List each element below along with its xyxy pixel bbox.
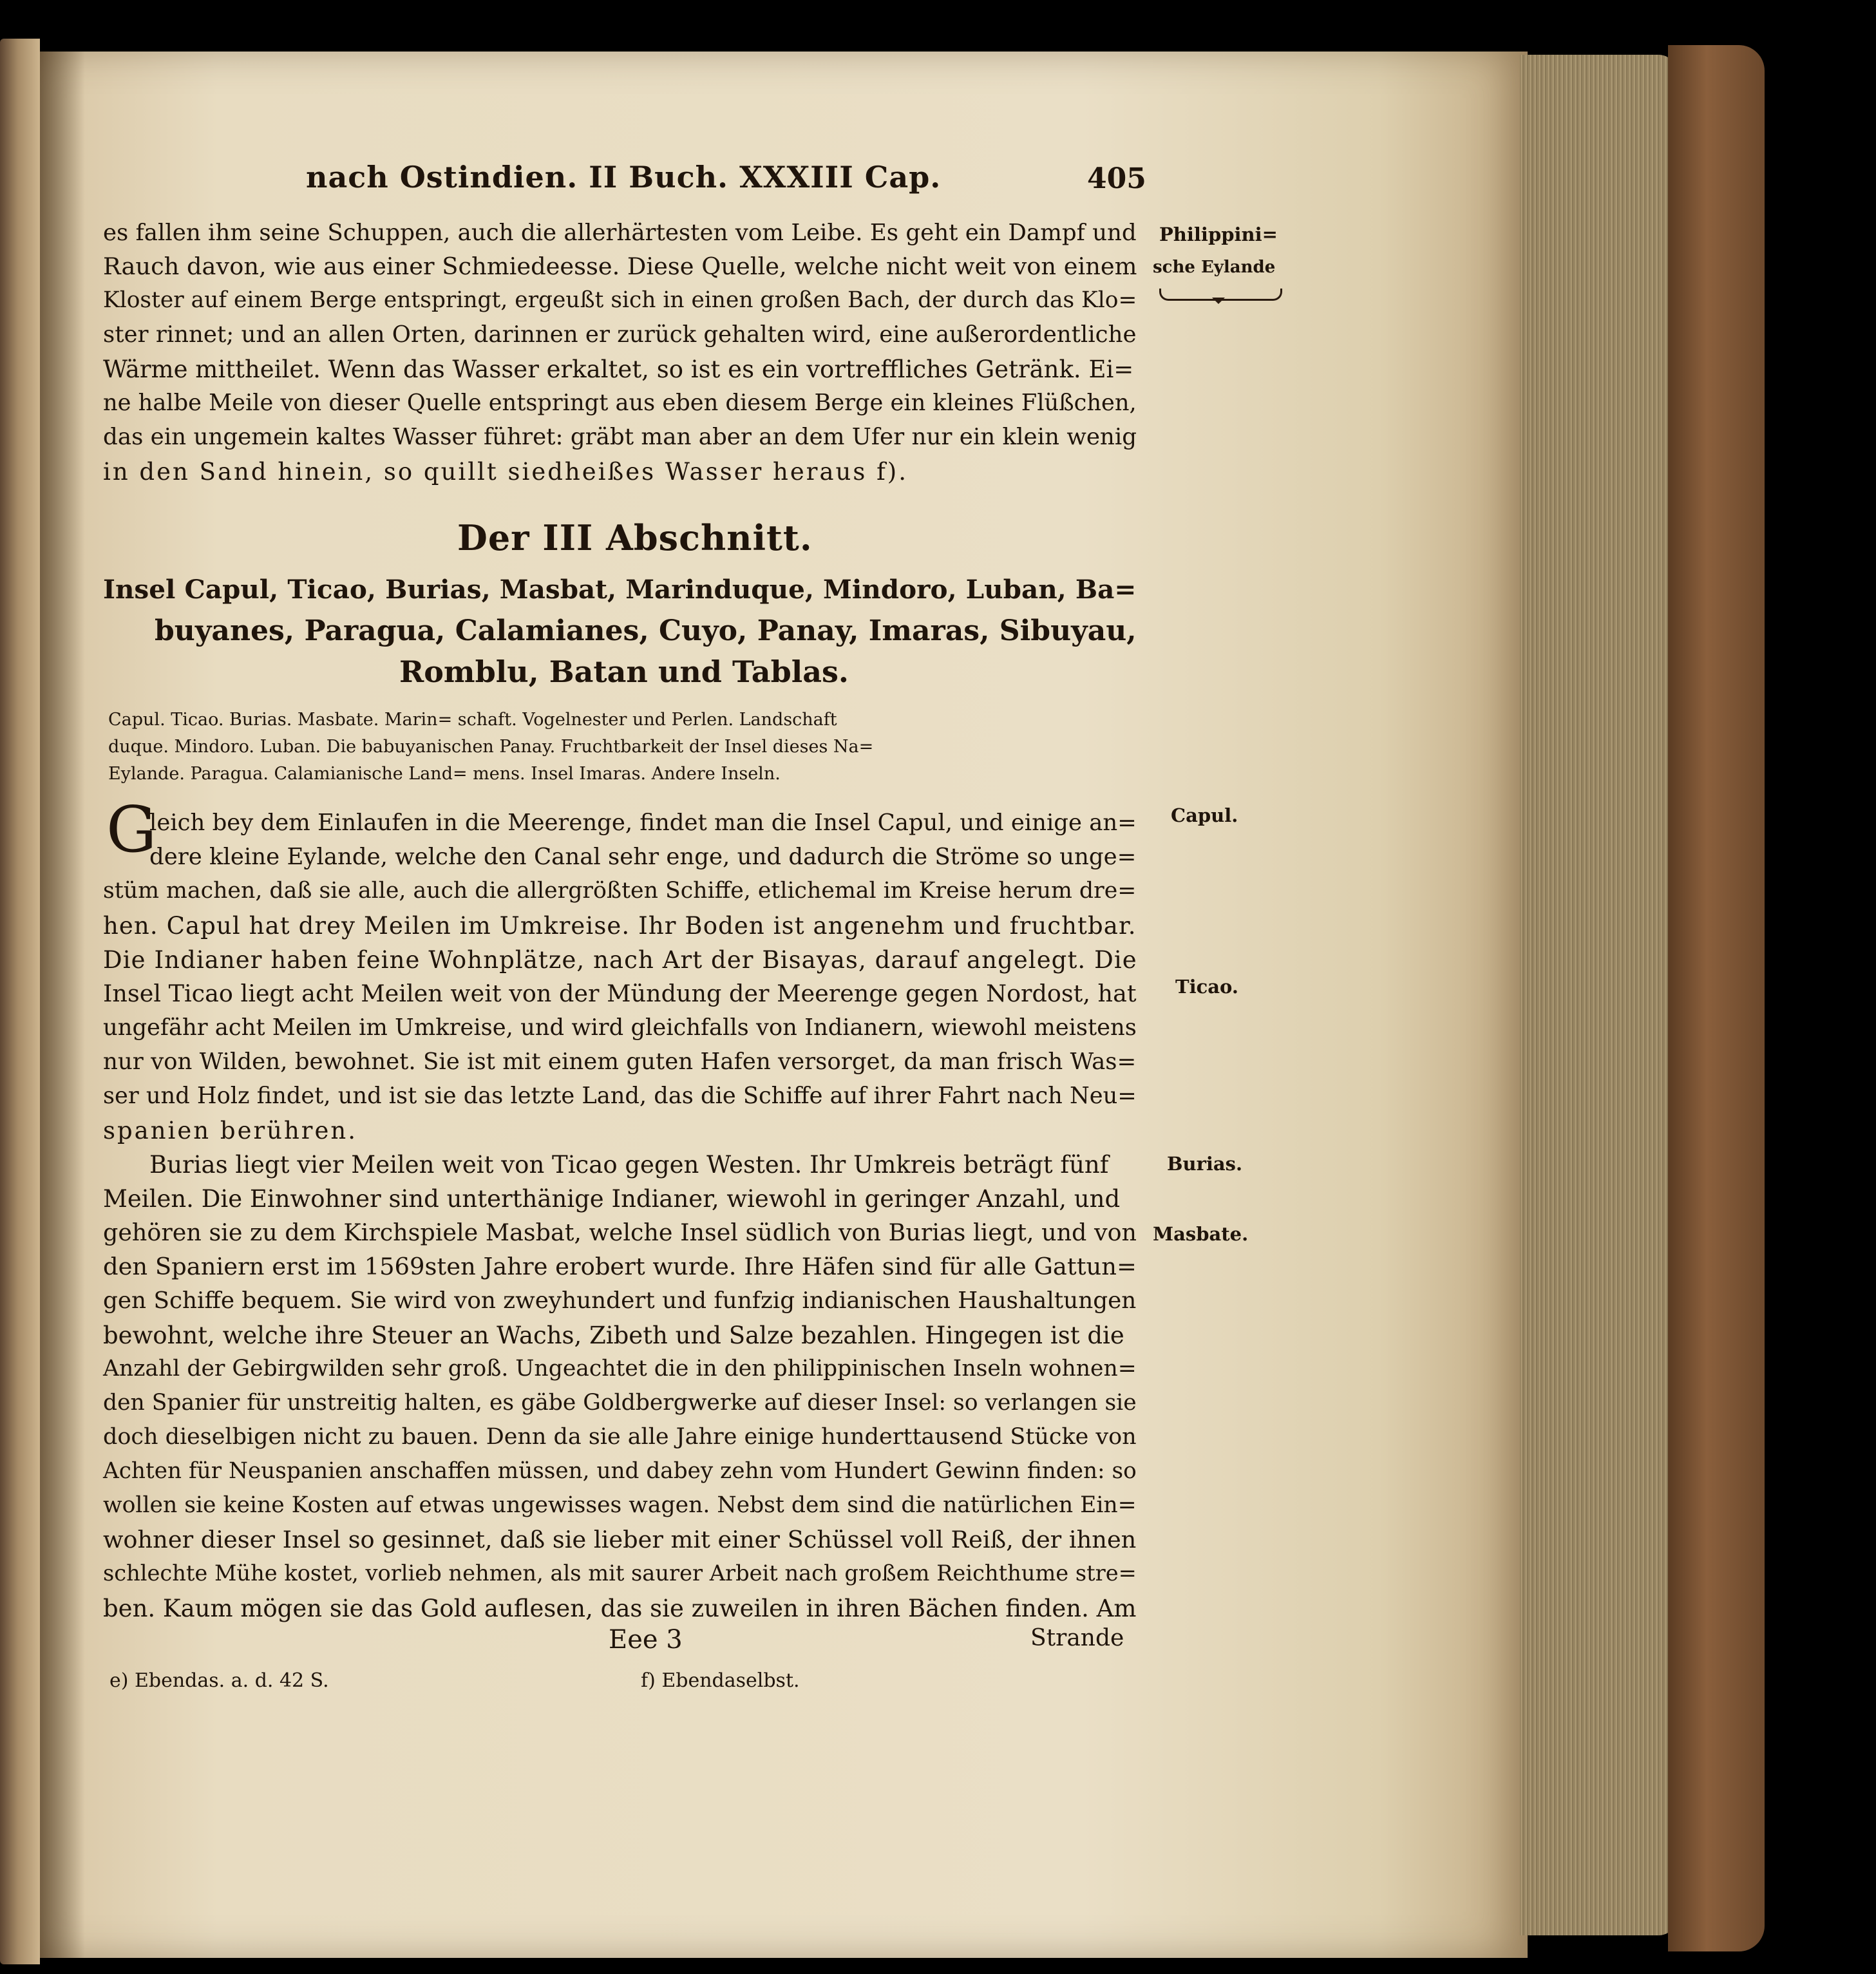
margin-brace-tip [1212, 298, 1225, 304]
left-page-edge [0, 39, 40, 1964]
summary-line: Eylande. Paragua. Calamianische Land= mens. Insel Imaras. Andere Inseln. [108, 764, 781, 784]
paragraph-line: Burias liegt vier Meilen weit von Ticao gegen Westen. Ihr Umkreis beträgt fünf [149, 1151, 1109, 1179]
section-title: Der III Abschnitt. [457, 517, 813, 558]
paragraph-line: Insel Ticao liegt acht Meilen weit von der Mündung der Meerenge gegen Nordost, hat [103, 980, 1137, 1007]
paragraph-line: gehören sie zu dem Kirchspiele Masbat, welche Insel südlich von Burias liegt, und von [103, 1219, 1137, 1246]
intro-line: Kloster auf einem Berge entspringt, ergeußt sich in einen großen Bach, der durch das Klo= [103, 287, 1137, 313]
paragraph-line: ser und Holz findet, und ist sie das letzte Land, das die Schiffe auf ihrer Fahrt nach Neu= [103, 1083, 1137, 1109]
paragraph-line: bewohnt, welche ihre Steuer an Wachs, Zibeth und Salze bezahlen. Hingegen ist die [103, 1322, 1124, 1349]
paragraph-line: Anzahl der Gebirgwilden sehr groß. Ungeachtet die in den philippinischen Inseln wohnen= [103, 1356, 1137, 1381]
margin-note-ticao: Ticao. [1175, 976, 1238, 998]
paragraph-line: stüm machen, daß sie alle, auch die allergrößten Schiffe, etlichemal im Kreise herum dre= [103, 878, 1137, 904]
intro-line: Rauch davon, wie aus einer Schmiedeesse. Diese Quelle, welche nicht weit von einem [103, 252, 1137, 280]
margin-note-burias: Burias. [1167, 1153, 1243, 1175]
section-subtitle-line: Romblu, Batan und Tablas. [399, 654, 849, 689]
initial-capital: G [106, 793, 157, 867]
paragraph-line: leich bey dem Einlaufen in die Meerenge, findet man die Insel Capul, und einige an= [149, 810, 1137, 836]
intro-line: das ein ungemein kaltes Wasser führet: gräbt man aber an dem Ufer nur ein klein wenig [103, 424, 1137, 450]
footnote-e: e) Ebendas. a. d. 42 S. [109, 1669, 329, 1692]
page-fore-edge [1520, 55, 1678, 1935]
paragraph-line: Achten für Neuspanien anschaffen müssen, und dabey zehn vom Hundert Gewinn finden: so [103, 1458, 1137, 1484]
paragraph-line: ben. Kaum mögen sie das Gold auflesen, das sie zuweilen in ihren Bächen finden. Am [103, 1595, 1137, 1622]
paragraph-line: den Spaniern erst im 1569sten Jahre erobert wurde. Ihre Häfen sind für alle Gattun= [103, 1253, 1137, 1280]
paragraph-line: ungefähr acht Meilen im Umkreise, und wird gleichfalls von Indianern, wiewohl meistens [103, 1014, 1137, 1041]
catchword: Strande [1030, 1625, 1124, 1651]
intro-line: ster rinnet; und an allen Orten, darinnen er zurück gehalten wird, eine außerordentliche [103, 321, 1137, 348]
summary-line: Capul. Ticao. Burias. Masbate. Marin= schaft. Vogelnester und Perlen. Landschaft [108, 710, 837, 730]
page-number: 405 [1087, 162, 1146, 195]
paragraph-line: dere kleine Eylande, welche den Canal sehr enge, und dadurch die Ströme so unge= [149, 844, 1137, 870]
signature-mark: Eee 3 [609, 1625, 683, 1655]
paragraph-line: hen. Capul hat drey Meilen im Umkreise. Ihr Boden ist angenehm und fruchtbar. [103, 912, 1137, 940]
margin-note-philippinische-1: Philippini= [1159, 223, 1278, 245]
gutter-shadow [40, 52, 85, 1958]
paragraph-line: den Spanier für unstreitig halten, es gäbe Goldbergwerke auf dieser Insel: so verlangen sie [103, 1390, 1137, 1416]
paragraph-line: Die Indianer haben feine Wohnplätze, nach Art der Bisayas, darauf angelegt. Die [103, 946, 1137, 974]
intro-line: ne halbe Meile von dieser Quelle entspringt aus eben diesem Berge ein kleines Flüßchen, [103, 390, 1137, 416]
running-title: nach Ostindien. II Buch. XXXIII Cap. [306, 160, 942, 195]
paragraph-line: gen Schiffe bequem. Sie wird von zweyhundert und funfzig indianischen Haushaltungen [103, 1287, 1137, 1314]
paragraph-line: wollen sie keine Kosten auf etwas ungewisses wagen. Nebst dem sind die natürlichen Ein= [103, 1492, 1137, 1518]
paragraph-line: schlechte Mühe kostet, vorlieb nehmen, als mit saurer Arbeit nach großem Reichthume stre= [103, 1561, 1137, 1586]
book-cover [1668, 45, 1765, 1951]
section-subtitle-line: Insel Capul, Ticao, Burias, Masbat, Marinduque, Mindoro, Luban, Ba= [103, 574, 1137, 605]
paragraph-line: nur von Wilden, bewohnet. Sie ist mit einem guten Hafen versorget, da man frisch Was= [103, 1049, 1137, 1075]
intro-line: es fallen ihm seine Schuppen, auch die allerhärtesten vom Leibe. Es geht ein Dampf und [103, 220, 1137, 246]
paragraph-line: Meilen. Die Einwohner sind unterthänige Indianer, wiewohl in geringer Anzahl, und [103, 1185, 1121, 1213]
summary-line: duque. Mindoro. Luban. Die babuyanischen Panay. Fruchtbarkeit der Insel dieses Na= [108, 737, 874, 757]
intro-line: Wärme mittheilet. Wenn das Wasser erkaltet, so ist es ein vortreffliches Getränk. Ei= [103, 356, 1134, 383]
paragraph-line: wohner dieser Insel so gesinnet, daß sie lieber mit einer Schüssel voll Reiß, der ihnen [103, 1526, 1137, 1553]
paragraph-line: doch dieselbigen nicht zu bauen. Denn da sie alle Jahre einige hunderttausend Stücke von [103, 1424, 1137, 1450]
margin-note-masbate: Masbate. [1153, 1223, 1249, 1245]
intro-line: in den Sand hinein, so quillt siedheißes Wasser heraus f). [103, 458, 908, 486]
section-subtitle-line: buyanes, Paragua, Calamianes, Cuyo, Panay, Imaras, Sibuyau, [155, 614, 1137, 647]
margin-note-philippinische-2: sche Eylande [1153, 258, 1276, 277]
margin-note-capul: Capul. [1171, 804, 1238, 826]
paragraph-line: spanien berühren. [103, 1117, 357, 1144]
footnote-f: f) Ebendaselbst. [641, 1669, 800, 1692]
